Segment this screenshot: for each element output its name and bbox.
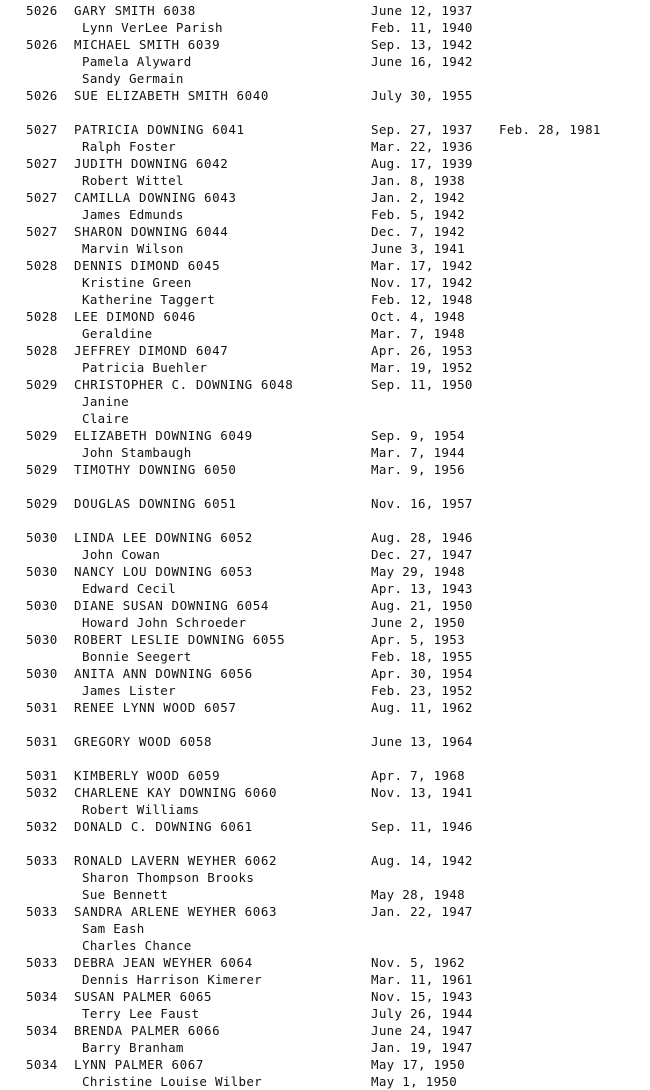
register-row [0,818,650,835]
person-name-spouse: Ralph Foster [82,139,176,154]
birth-date: Apr. 5, 1953 [371,632,465,647]
register-row [0,1056,650,1073]
row-spacer [0,478,650,495]
register-row [0,580,650,597]
birth-date: Mar. 9, 1956 [371,462,465,477]
birth-date: June 16, 1942 [371,54,473,69]
person-name-primary: CHARLENE KAY DOWNING 6060 [74,785,278,800]
person-name-primary: RONALD LAVERN WEYHER 6062 [74,853,278,868]
birth-date: June 24, 1947 [371,1023,473,1038]
birth-date: Mar. 17, 1942 [371,258,473,273]
birth-date: Nov. 15, 1943 [371,989,473,1004]
register-row [0,971,650,988]
register-row [0,869,650,886]
birth-date: Jan. 22, 1947 [371,904,473,919]
birth-date: May 17, 1950 [371,1057,465,1072]
family-number: 5027 [26,224,58,239]
register-row [0,257,650,274]
family-number: 5029 [26,496,58,511]
row-spacer [0,750,650,767]
register-row [0,410,650,427]
person-name-primary: LINDA LEE DOWNING 6052 [74,530,253,545]
family-number: 5026 [26,37,58,52]
birth-date: Mar. 7, 1948 [371,326,465,341]
person-name-spouse: Dennis Harrison Kimerer [82,972,262,987]
birth-date: Jan. 2, 1942 [371,190,465,205]
family-number: 5026 [26,3,58,18]
family-number: 5028 [26,309,58,324]
register-row [0,937,650,954]
row-spacer [0,716,650,733]
person-name-primary: DOUGLAS DOWNING 6051 [74,496,237,511]
person-name-primary: JUDITH DOWNING 6042 [74,156,229,171]
register-row [0,223,650,240]
person-name-spouse: Lynn VerLee Parish [82,20,223,35]
person-name-primary: KIMBERLY WOOD 6059 [74,768,221,783]
birth-date: Feb. 12, 1948 [371,292,473,307]
register-row [0,801,650,818]
birth-date: Mar. 11, 1961 [371,972,473,987]
register-row [0,206,650,223]
person-name-primary: SUSAN PALMER 6065 [74,989,213,1004]
person-name-spouse: Sue Bennett [82,887,169,902]
family-number: 5027 [26,156,58,171]
family-number: 5029 [26,377,58,392]
person-name-spouse: John Cowan [82,547,161,562]
birth-date: Aug. 21, 1950 [371,598,473,613]
person-name-spouse: Sam Eash [82,921,145,936]
person-name-primary: RENEE LYNN WOOD 6057 [74,700,237,715]
register-row [0,19,650,36]
birth-date: Feb. 11, 1940 [371,20,473,35]
register-row [0,274,650,291]
person-name-primary: MICHAEL SMITH 6039 [74,37,221,52]
note-date: Feb. 28, 1981 [499,122,601,137]
family-number: 5027 [26,122,58,137]
family-number: 5031 [26,768,58,783]
person-name-spouse: Sharon Thompson Brooks [82,870,255,885]
person-name-primary: SHARON DOWNING 6044 [74,224,229,239]
person-name-spouse: Marvin Wilson [82,241,184,256]
birth-date: Apr. 13, 1943 [371,581,473,596]
person-name-primary: NANCY LOU DOWNING 6053 [74,564,253,579]
birth-date: Oct. 4, 1948 [371,309,465,324]
person-name-spouse: James Edmunds [82,207,184,222]
person-name-spouse: Edward Cecil [82,581,176,596]
person-name-primary: DENNIS DIMOND 6045 [74,258,221,273]
register-row [0,87,650,104]
register-row [0,665,650,682]
birth-date: Feb. 5, 1942 [371,207,465,222]
person-name-spouse: Bonnie Seegert [82,649,192,664]
birth-date: Aug. 11, 1962 [371,700,473,715]
family-number: 5031 [26,734,58,749]
person-name-primary: LYNN PALMER 6067 [74,1057,205,1072]
register-row [0,70,650,87]
family-number: 5030 [26,632,58,647]
family-number: 5034 [26,1023,58,1038]
family-number: 5032 [26,785,58,800]
person-name-spouse: Geraldine [82,326,153,341]
birth-date: Apr. 7, 1968 [371,768,465,783]
register-row [0,886,650,903]
birth-date: Jan. 19, 1947 [371,1040,473,1055]
family-number: 5027 [26,190,58,205]
birth-date: Sep. 13, 1942 [371,37,473,52]
register-row [0,597,650,614]
birth-date: Mar. 7, 1944 [371,445,465,460]
birth-date: Nov. 5, 1962 [371,955,465,970]
register-row [0,988,650,1005]
person-name-spouse: Patricia Buehler [82,360,208,375]
register-row [0,155,650,172]
person-name-primary: CAMILLA DOWNING 6043 [74,190,237,205]
register-row [0,495,650,512]
register-row [0,903,650,920]
register-row [0,920,650,937]
birth-date: Sep. 11, 1946 [371,819,473,834]
person-name-spouse: Katherine Taggert [82,292,216,307]
family-number: 5033 [26,853,58,868]
register-row [0,648,650,665]
person-name-primary: PATRICIA DOWNING 6041 [74,122,245,137]
birth-date: Jan. 8, 1938 [371,173,465,188]
family-number: 5026 [26,88,58,103]
birth-date: Apr. 26, 1953 [371,343,473,358]
register-row [0,172,650,189]
person-name-spouse: Claire [82,411,129,426]
family-number: 5028 [26,258,58,273]
family-number: 5034 [26,989,58,1004]
register-row [0,852,650,869]
family-number: 5031 [26,700,58,715]
family-number: 5030 [26,530,58,545]
family-number: 5033 [26,955,58,970]
person-name-spouse: Pamela Alyward [82,54,192,69]
birth-date: June 2, 1950 [371,615,465,630]
person-name-primary: GREGORY WOOD 6058 [74,734,213,749]
register-row [0,308,650,325]
birth-date: Sep. 11, 1950 [371,377,473,392]
register-row [0,36,650,53]
register-row [0,546,650,563]
register-row [0,631,650,648]
register-row [0,53,650,70]
birth-date: Dec. 27, 1947 [371,547,473,562]
register-row [0,1005,650,1022]
register-row [0,444,650,461]
birth-date: June 3, 1941 [371,241,465,256]
person-name-spouse: Janine [82,394,129,409]
register-row [0,529,650,546]
birth-date: June 13, 1964 [371,734,473,749]
person-name-spouse: Robert Wittel [82,173,184,188]
birth-date: Aug. 14, 1942 [371,853,473,868]
register-row [0,784,650,801]
birth-date: Sep. 9, 1954 [371,428,465,443]
birth-date: Feb. 18, 1955 [371,649,473,664]
birth-date: Mar. 19, 1952 [371,360,473,375]
register-row [0,427,650,444]
register-row [0,1039,650,1056]
family-number: 5029 [26,462,58,477]
row-spacer [0,512,650,529]
person-name-spouse: Christine Louise Wilber [82,1074,262,1089]
birth-date: May 1, 1950 [371,1074,458,1089]
register-row [0,733,650,750]
birth-date: July 26, 1944 [371,1006,473,1021]
family-number: 5029 [26,428,58,443]
person-name-spouse: Terry Lee Faust [82,1006,200,1021]
person-name-spouse: James Lister [82,683,176,698]
register-row [0,325,650,342]
family-number: 5032 [26,819,58,834]
person-name-primary: GARY SMITH 6038 [74,3,196,18]
family-number: 5033 [26,904,58,919]
family-number: 5030 [26,666,58,681]
person-name-primary: ELIZABETH DOWNING 6049 [74,428,253,443]
register-row [0,954,650,971]
person-name-primary: LEE DIMOND 6046 [74,309,196,324]
register-row [0,767,650,784]
birth-date: May 28, 1948 [371,887,465,902]
person-name-spouse: Charles Chance [82,938,192,953]
birth-date: June 12, 1937 [371,3,473,18]
register-row [0,138,650,155]
register-row [0,461,650,478]
person-name-primary: DIANE SUSAN DOWNING 6054 [74,598,270,613]
person-name-primary: TIMOTHY DOWNING 6050 [74,462,237,477]
register-row [0,240,650,257]
register-row [0,1022,650,1039]
birth-date: Sep. 27, 1937 [371,122,473,137]
birth-date: Aug. 17, 1939 [371,156,473,171]
register-row [0,376,650,393]
register-row [0,189,650,206]
register-row [0,342,650,359]
birth-date: Nov. 16, 1957 [371,496,473,511]
person-name-primary: ROBERT LESLIE DOWNING 6055 [74,632,286,647]
person-name-spouse: Barry Branham [82,1040,184,1055]
register-row [0,291,650,308]
person-name-primary: SUE ELIZABETH SMITH 6040 [74,88,270,103]
person-name-primary: DEBRA JEAN WEYHER 6064 [74,955,253,970]
register-row [0,682,650,699]
register-row [0,699,650,716]
person-name-primary: CHRISTOPHER C. DOWNING 6048 [74,377,294,392]
family-number: 5034 [26,1057,58,1072]
birth-date: Dec. 7, 1942 [371,224,465,239]
row-spacer [0,835,650,852]
register-row [0,393,650,410]
birth-date: Apr. 30, 1954 [371,666,473,681]
birth-date: July 30, 1955 [371,88,473,103]
birth-date: Nov. 13, 1941 [371,785,473,800]
register-row [0,563,650,580]
birth-date: Nov. 17, 1942 [371,275,473,290]
register-row [0,614,650,631]
register-row [0,359,650,376]
birth-date: Mar. 22, 1936 [371,139,473,154]
person-name-spouse: Kristine Green [82,275,192,290]
birth-date: Aug. 28, 1946 [371,530,473,545]
person-name-primary: BRENDA PALMER 6066 [74,1023,221,1038]
register-row [0,121,650,138]
register-row [0,2,650,19]
person-name-spouse: John Stambaugh [82,445,192,460]
person-name-spouse: Sandy Germain [82,71,184,86]
person-name-spouse: Howard John Schroeder [82,615,247,630]
row-spacer [0,104,650,121]
family-number: 5030 [26,564,58,579]
birth-date: Feb. 23, 1952 [371,683,473,698]
family-number: 5030 [26,598,58,613]
register-row [0,1073,650,1090]
person-name-spouse: Robert Williams [82,802,200,817]
person-name-primary: DONALD C. DOWNING 6061 [74,819,253,834]
person-name-primary: SANDRA ARLENE WEYHER 6063 [74,904,278,919]
person-name-primary: JEFFREY DIMOND 6047 [74,343,229,358]
family-number: 5028 [26,343,58,358]
birth-date: May 29, 1948 [371,564,465,579]
person-name-primary: ANITA ANN DOWNING 6056 [74,666,253,681]
